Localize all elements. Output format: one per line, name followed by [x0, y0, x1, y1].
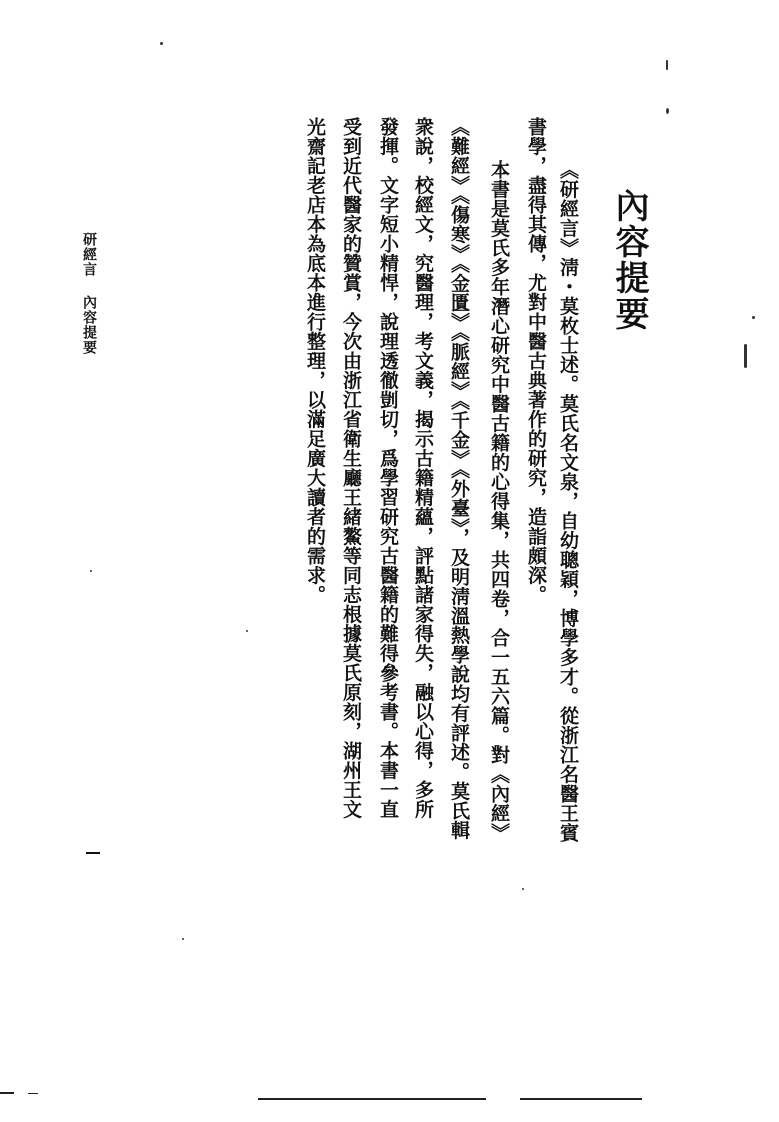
scan-mark-bottom-left	[0, 1092, 14, 1094]
body-column-7: 受到近代醫家的贊賞，今次由浙江省衛生廳王緒鰲等同志根據莫氏原刻，湖州王文	[340, 117, 362, 819]
page-number	[86, 852, 100, 854]
page-title: 內容提要	[609, 188, 649, 332]
scan-mark-bottom-left-2	[28, 1093, 38, 1094]
body-column-2: 書學，盡得其傳，尤對中醫古典著作的研究，造詣頗深。	[525, 117, 547, 605]
page-number-text	[86, 852, 87, 853]
running-head-section: 內容提要	[81, 295, 97, 355]
body-column-1: 《研經言》淸・莫枚士述。莫氏名文泉，自幼聰穎，博學多才。從浙江名醫王賓	[557, 160, 579, 843]
running-head	[82, 232, 96, 355]
scan-speck	[522, 888, 524, 890]
scan-speck	[90, 570, 92, 572]
body-column-6: 發揮。文字短小精悍，說理透徹剴切，爲學習研究古醫籍的難得參考書。本書一直	[377, 117, 399, 819]
scan-speck	[666, 60, 668, 70]
scan-speck	[666, 108, 669, 114]
body-column-4: 《難經》《傷寒》《金匱》《脈經》《千金》《外臺》，及明淸溫熱學說均有評述。莫氏輯	[448, 117, 470, 840]
body-column-8: 光齋記老店本為底本進行整理，以滿足廣大讀者的需求。	[304, 117, 326, 605]
bottom-rule-left	[258, 1098, 486, 1100]
running-head-book: 研經言	[81, 232, 97, 277]
scan-speck	[182, 938, 184, 940]
body-column-5: 衆說，校經文，究醫理，考文義，揭示古籍精蘊，評點諸家得失，融以心得，多所	[412, 117, 434, 819]
scan-speck	[744, 344, 747, 368]
scan-speck	[160, 42, 163, 45]
bottom-rule-right	[520, 1098, 642, 1100]
scan-speck	[246, 630, 248, 632]
body-column-3: 本書是莫氏多年潛心研究中醫古籍的心得集，共四卷，合一五六篇。對《內經》	[488, 160, 510, 843]
scan-speck	[752, 316, 755, 319]
